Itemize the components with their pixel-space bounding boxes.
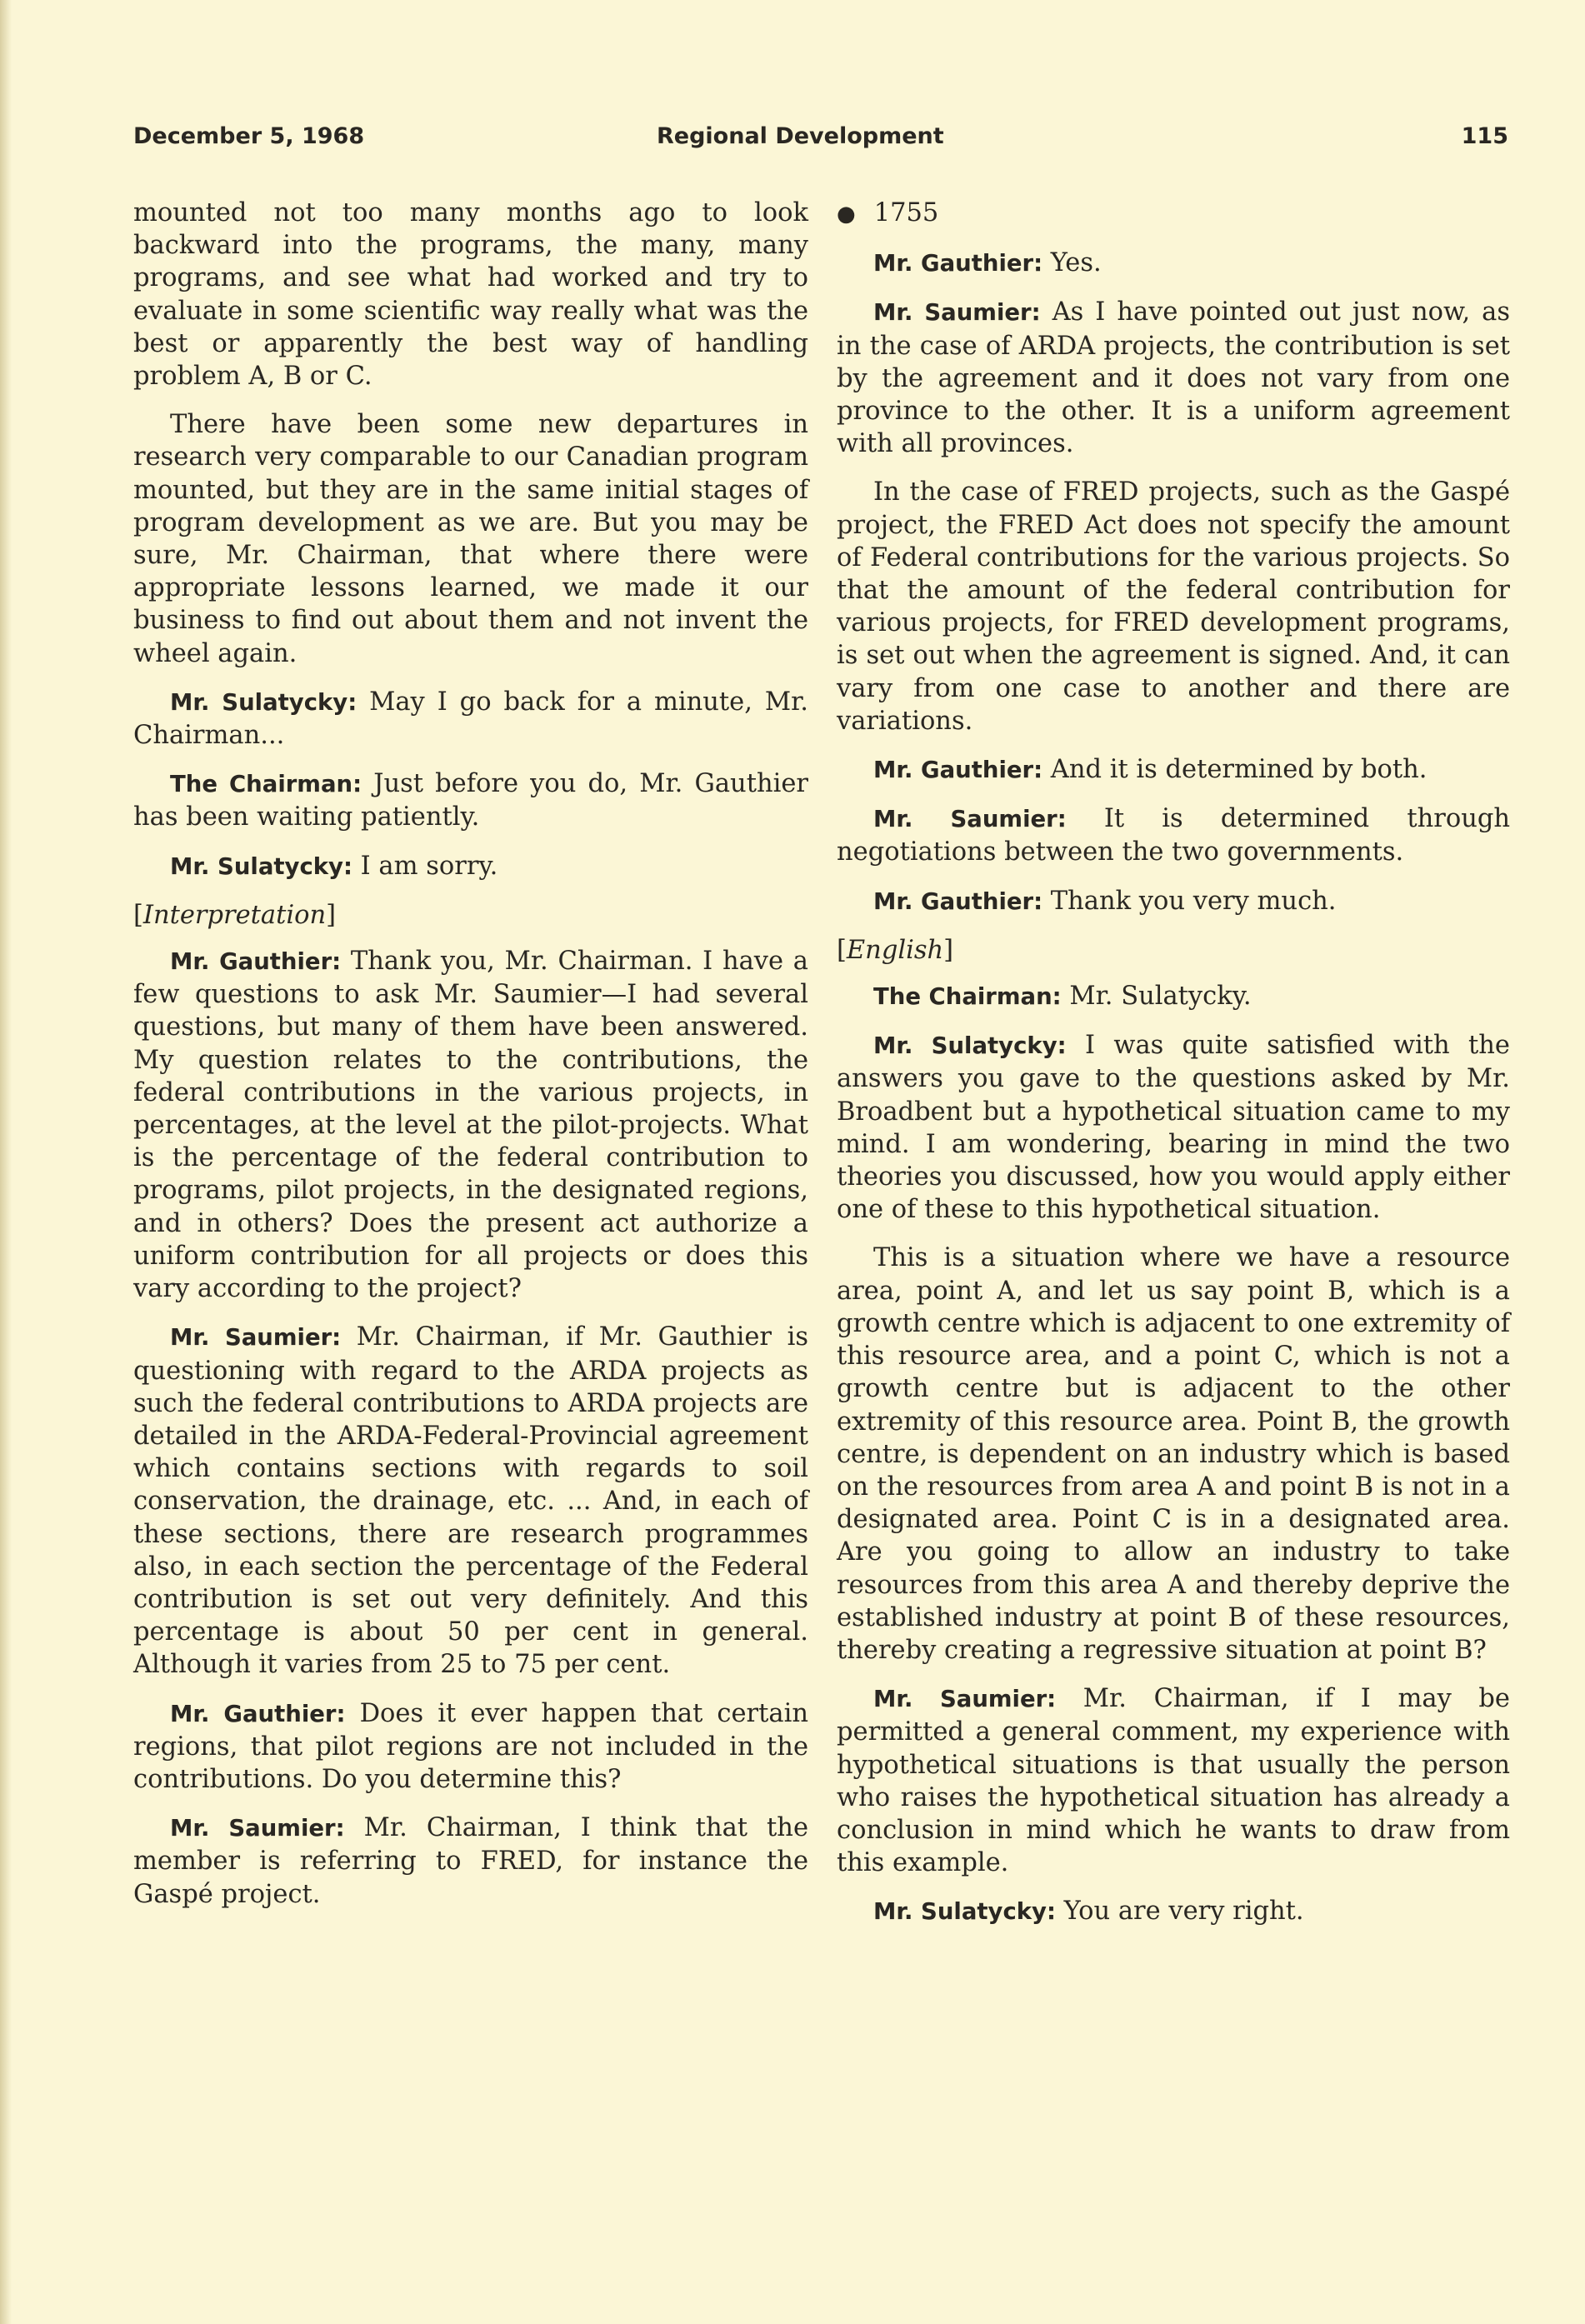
speech-paragraph xyxy=(837,753,1510,787)
speaker-name: Mr. Sulatycky: xyxy=(170,852,352,880)
speech-text: Thank you, Mr. Chairman. I have a few questions to ask Mr. Saumier—I had several questions, but many of them have been answered. My question relates to the contributions, the federal contributions in the various projects, in percentages, at the level at the pilot-projects. What is the percentage of the federal contribution to programs, pilot projects, in the designated regions, and in others? Does the present act authorize a uniform contribution for all projects or does this vary according to the project? xyxy=(133,947,808,1304)
speaker-name: Mr. Saumier: xyxy=(873,1686,1057,1713)
speech-text: Thank you very much. xyxy=(1042,886,1337,916)
speech-text: Mr. Chairman, I think that the member is referring to FRED, for instance the Gaspé project. xyxy=(133,1813,809,1909)
speech-text: Just before you do, Mr. Gauthier has been waiting patiently. xyxy=(133,769,808,832)
header-date: December 5, 1968 xyxy=(133,123,365,149)
speech-paragraph xyxy=(837,1682,1510,1879)
paragraph: There have been some new departures in research very comparable to our Canadian program mounted, but they are in the same initial stages of program development as we are. But you may be sure, Mr. Chairman, that where there were appropriate lessons learned, we made it our business to find out about them and not invent the wheel again. xyxy=(133,410,808,668)
speaker-name: Mr. Saumier: xyxy=(873,299,1041,327)
language-note-text: Interpretation xyxy=(142,900,327,930)
speaker-name: Mr. Gauthier: xyxy=(873,250,1043,277)
speaker-name: Mr. Gauthier: xyxy=(873,757,1043,784)
language-note: [Interpretation] xyxy=(133,900,337,930)
speaker-name: The Chairman: xyxy=(873,983,1062,1011)
speaker-name: Mr. Saumier: xyxy=(170,1324,342,1352)
left-column xyxy=(133,197,808,1927)
paragraph: In the case of FRED projects, such as the Gaspé project, the FRED Act does not specify the amount of Federal contributions for the various projects. So that the amount of the federal contribution for various projects, for FRED development programs, is set out when the agreement is signed. And, it can vary from one case to another and there are variations. xyxy=(837,477,1510,736)
page-header xyxy=(133,123,1508,165)
page-edge xyxy=(0,0,12,2324)
page-number: 115 xyxy=(1461,123,1508,149)
bullet-icon: ● xyxy=(837,202,856,227)
language-note: [English] xyxy=(837,935,954,965)
speech-paragraph xyxy=(133,686,808,752)
speech-paragraph xyxy=(133,850,808,883)
time-marker xyxy=(837,197,1510,231)
speech-text: Mr. Sulatycky. xyxy=(1061,982,1252,1012)
speech-text: Yes. xyxy=(1042,248,1102,278)
speaker-name: Mr. Gauthier: xyxy=(170,1700,346,1727)
speech-paragraph xyxy=(837,885,1510,918)
speech-paragraph xyxy=(837,1895,1510,1928)
speech-paragraph xyxy=(837,247,1510,280)
speech-text: Does it ever happen that certain regions, that pilot regions are not included in the contributions. Do you determine this? xyxy=(133,1698,808,1794)
speaker-name: Mr. Sulatycky: xyxy=(873,1032,1067,1060)
language-note-text: English xyxy=(846,935,944,965)
speaker-name: Mr. Saumier: xyxy=(873,806,1067,833)
speech-text: And it is determined by both. xyxy=(1042,755,1428,785)
speech-text: Mr. Chairman, if I may be permitted a general comment, my experience with hypothetical situations is that usually the person who raises the hypothetical situation has already a conclusion in mind which he wants to draw from this example. xyxy=(837,1684,1510,1878)
time-marker-text: 1755 xyxy=(873,198,939,227)
right-column xyxy=(837,197,1510,1945)
speech-paragraph xyxy=(133,1321,808,1681)
speech-paragraph xyxy=(133,767,808,833)
speech-paragraph xyxy=(133,1697,808,1797)
speech-paragraph xyxy=(133,945,808,1305)
speaker-name: Mr. Gauthier: xyxy=(873,887,1043,915)
speaker-name: Mr. Sulatycky: xyxy=(873,1898,1056,1926)
speech-text: I was quite satisfied with the answers you gave to the questions asked by Mr. Broadbent but a hypothetical situation came to my mind. I am wondering, bearing in mind the two theories you discussed, how you would apply either one of these to this hypothetical situation. xyxy=(837,1031,1510,1225)
speech-text: Mr. Chairman, if Mr. Gauthier is questioning with regard to the ARDA projects as such the federal contributions to ARDA projects are detailed in the ARDA-Federal-Provincial agreement which contains sections with regards to soil conservation, the drainage, etc. ... And, in each of these sections, there are research programmes also, in each section the percentage of the Federal contribution is set out very definitely. And this percentage is about 50 per cent in general. Although it varies from 25 to 75 per cent. xyxy=(133,1322,808,1680)
speaker-name: Mr. Gauthier: xyxy=(170,948,342,976)
speech-text: It is determined through negotiations between the two governments. xyxy=(837,804,1511,867)
speech-paragraph xyxy=(837,980,1510,1013)
speaker-name: The Chairman: xyxy=(170,771,362,798)
paragraph: This is a situation where we have a resource area, point A, and let us say point B, which is a growth centre which is adjacent to one extremity of this resource area, and a point C, which is not a growth centre but is adjacent to the other extremity of this resource area. Point B, the growth centre, is dependent on an industry which is based on the resources from area A and point B is not in a designated area. Point C is in a designated area. Are you going to allow an industry to take resources from this area A and thereby deprive the established industry at point B of these resources, thereby creating a regressive situation at point B? xyxy=(837,1243,1510,1665)
speech-paragraph xyxy=(837,1029,1510,1226)
speech-paragraph xyxy=(133,1812,808,1911)
speech-text: I am sorry. xyxy=(352,851,498,881)
speech-paragraph xyxy=(837,296,1510,460)
paragraph: mounted not too many months ago to look backward into the programs, the many, many programs, and see what had worked and try to evaluate in some scientific way really what was the best or apparently the best way of handling problem A, B or C. xyxy=(133,198,808,392)
speech-text: As I have pointed out just now, as in the case of ARDA projects, the contribution is set by the agreement and it does not vary from one province to the other. It is a uniform agreement with all provinces. xyxy=(837,297,1510,459)
speech-text: You are very right. xyxy=(1055,1897,1304,1927)
header-title: Regional Development xyxy=(657,123,944,149)
speaker-name: Mr. Sulatycky: xyxy=(170,688,358,716)
speaker-name: Mr. Saumier: xyxy=(170,1815,345,1842)
speech-text: May I go back for a minute, Mr. Chairman... xyxy=(133,687,808,751)
speech-paragraph xyxy=(837,802,1510,868)
